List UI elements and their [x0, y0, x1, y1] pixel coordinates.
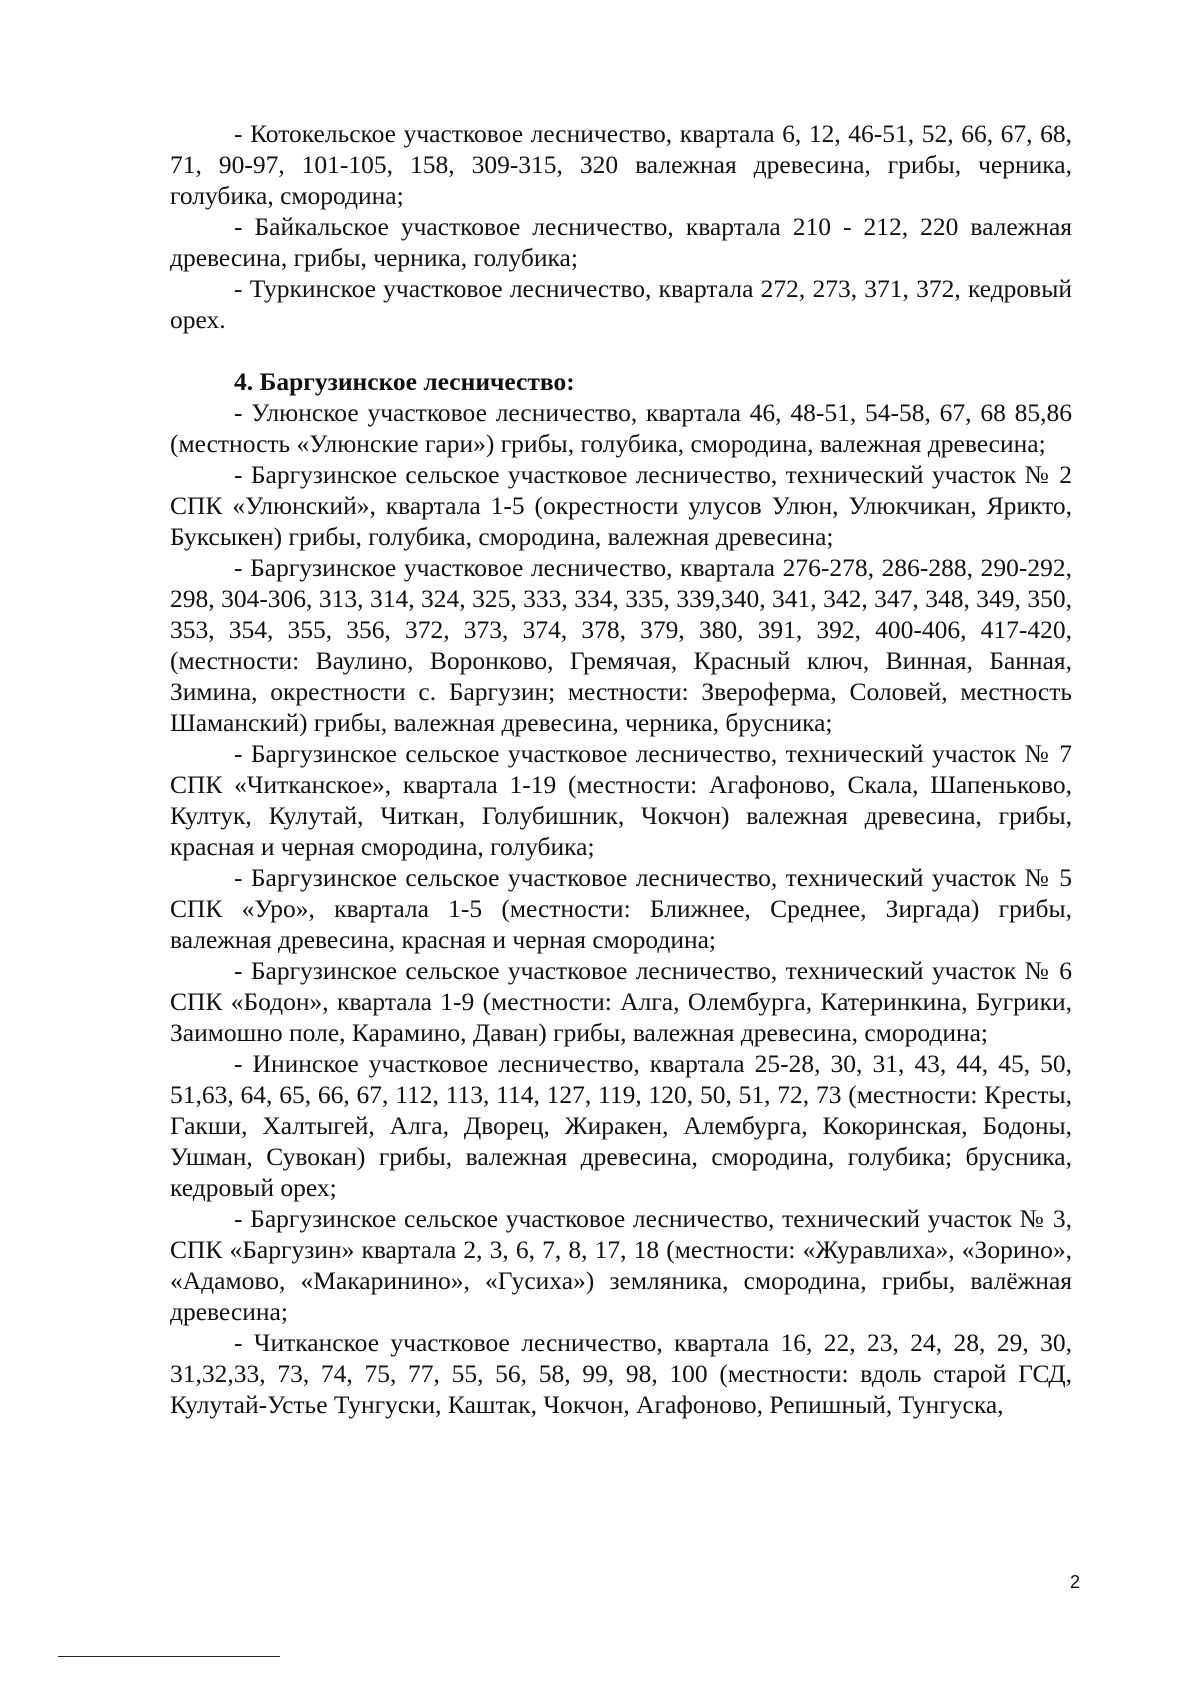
paragraph-barguzin: - Баргузинское участковое лесничество, квартала 276-278, 286-288, 290-292, 298, 304-306, 313, 314, 324, 325, 333, 334, 335, 339,340, 341, 342, 347, 348, 349, 350, 353, 354, 355, 356, 372, 373, 374, 378, 379, 380, 391, 392, 400-406, 417-420, (местности: Ваулино, Воронково, Гремячая, Красный ключ, Винная, Банная, Зимина, окрестности с. Баргузин; местности: Звероферма, Соловей, местность Шаманский) грибы, валежная древесина, черника, брусника; [170, 553, 1072, 737]
paragraph-spk-ulyunsky: - Баргузинское сельское участковое лесничество, технический участок № 2 СПК «Улюнский», квартала 1-5 (окрестности улусов Улюн, Улюкчикан, Ярикто, Буксыкен) грибы, голубика, смородина, валежная древесина; [170, 460, 1072, 551]
paragraph-turka: - Туркинское участковое лесничество, квартала 272, 273, 371, 372, кедровый орех. [170, 274, 1072, 334]
paragraph-spk-barguzin: - Баргузинское сельское участковое лесничество, технический участок № 3, СПК «Баргузин» квартала 2, 3, 6, 7, 8, 17, 18 (местности: «Журавлиха», «Зорино», «Адамово, «Макаринино», «Гусиха») земляника, смородина, грибы, валёжная древесина; [170, 1204, 1072, 1326]
paragraph-chitkan: - Читканское участковое лесничество, квартала 16, 22, 23, 24, 28, 29, 30, 31,32,33, 73, 74, 75, 77, 55, 56, 58, 99, 98, 100 (местности: вдоль старой ГСД, Кулутай-Устье Тунгуски, Каштак, Чокчон, Агафоново, Репишный, Тунгуска, [170, 1328, 1072, 1419]
paragraph-ulyun: - Улюнское участковое лесничество, квартала 46, 48-51, 54-58, 67, 68 85,86 (местность «Улюнские гари») грибы, голубика, смородина, валежная древесина; [170, 398, 1072, 458]
paragraph-kotokel: - Котокельское участковое лесничество, квартала 6, 12, 46-51, 52, 66, 67, 68, 71, 90-97, 101-105, 158, 309-315, 320 валежная древесина, грибы, черника, голубика, смородина; [170, 119, 1072, 210]
footnote-divider [58, 1656, 280, 1657]
paragraph-inin: - Ининское участковое лесничество, квартала 25-28, 30, 31, 43, 44, 45, 50, 51,63, 64, 65, 66, 67, 112, 113, 114, 127, 119, 120, 50, 51, 72, 73 (местности: Кресты, Гакши, Халтыгей, Алга, Дворец, Жиракен, Алембурга, Кокоринская, Бодоны, Ушман, Сувокан) грибы, валежная древесина, смородина, голубика; брусника, кедровый орех; [170, 1049, 1072, 1202]
paragraph-baikal: - Байкальское участковое лесничество, квартала 210 - 212, 220 валежная древесина, грибы, черника, голубика; [170, 212, 1072, 272]
section-heading: 4. Баргузинское лесничество: [234, 367, 575, 396]
paragraph-spk-uro: - Баргузинское сельское участковое лесничество, технический участок № 5 СПК «Уро», квартала 1-5 (местности: Ближнее, Среднее, Зиргада) грибы, валежная древесина, красная и черная смородина; [170, 863, 1072, 954]
paragraph-spk-bodon: - Баргузинское сельское участковое лесничество, технический участок № 6 СПК «Бодон», квартала 1-9 (местности: Алга, Олембурга, Катеринкина, Бугрики, Заимошно поле, Карамино, Даван) грибы, валежная древесина, смородина; [170, 956, 1072, 1047]
paragraph-spk-chitkanskoe: - Баргузинское сельское участковое лесничество, технический участок № 7 СПК «Читканское», квартала 1-19 (местности: Агафоново, Скала, Шапеньково, Култук, Кулутай, Читкан, Голубишник, Чокчон) валежная древесина, грибы, красная и черная смородина, голубика; [170, 739, 1072, 861]
page-number: 2 [1069, 1572, 1080, 1592]
document-body [170, 118, 1072, 1420]
